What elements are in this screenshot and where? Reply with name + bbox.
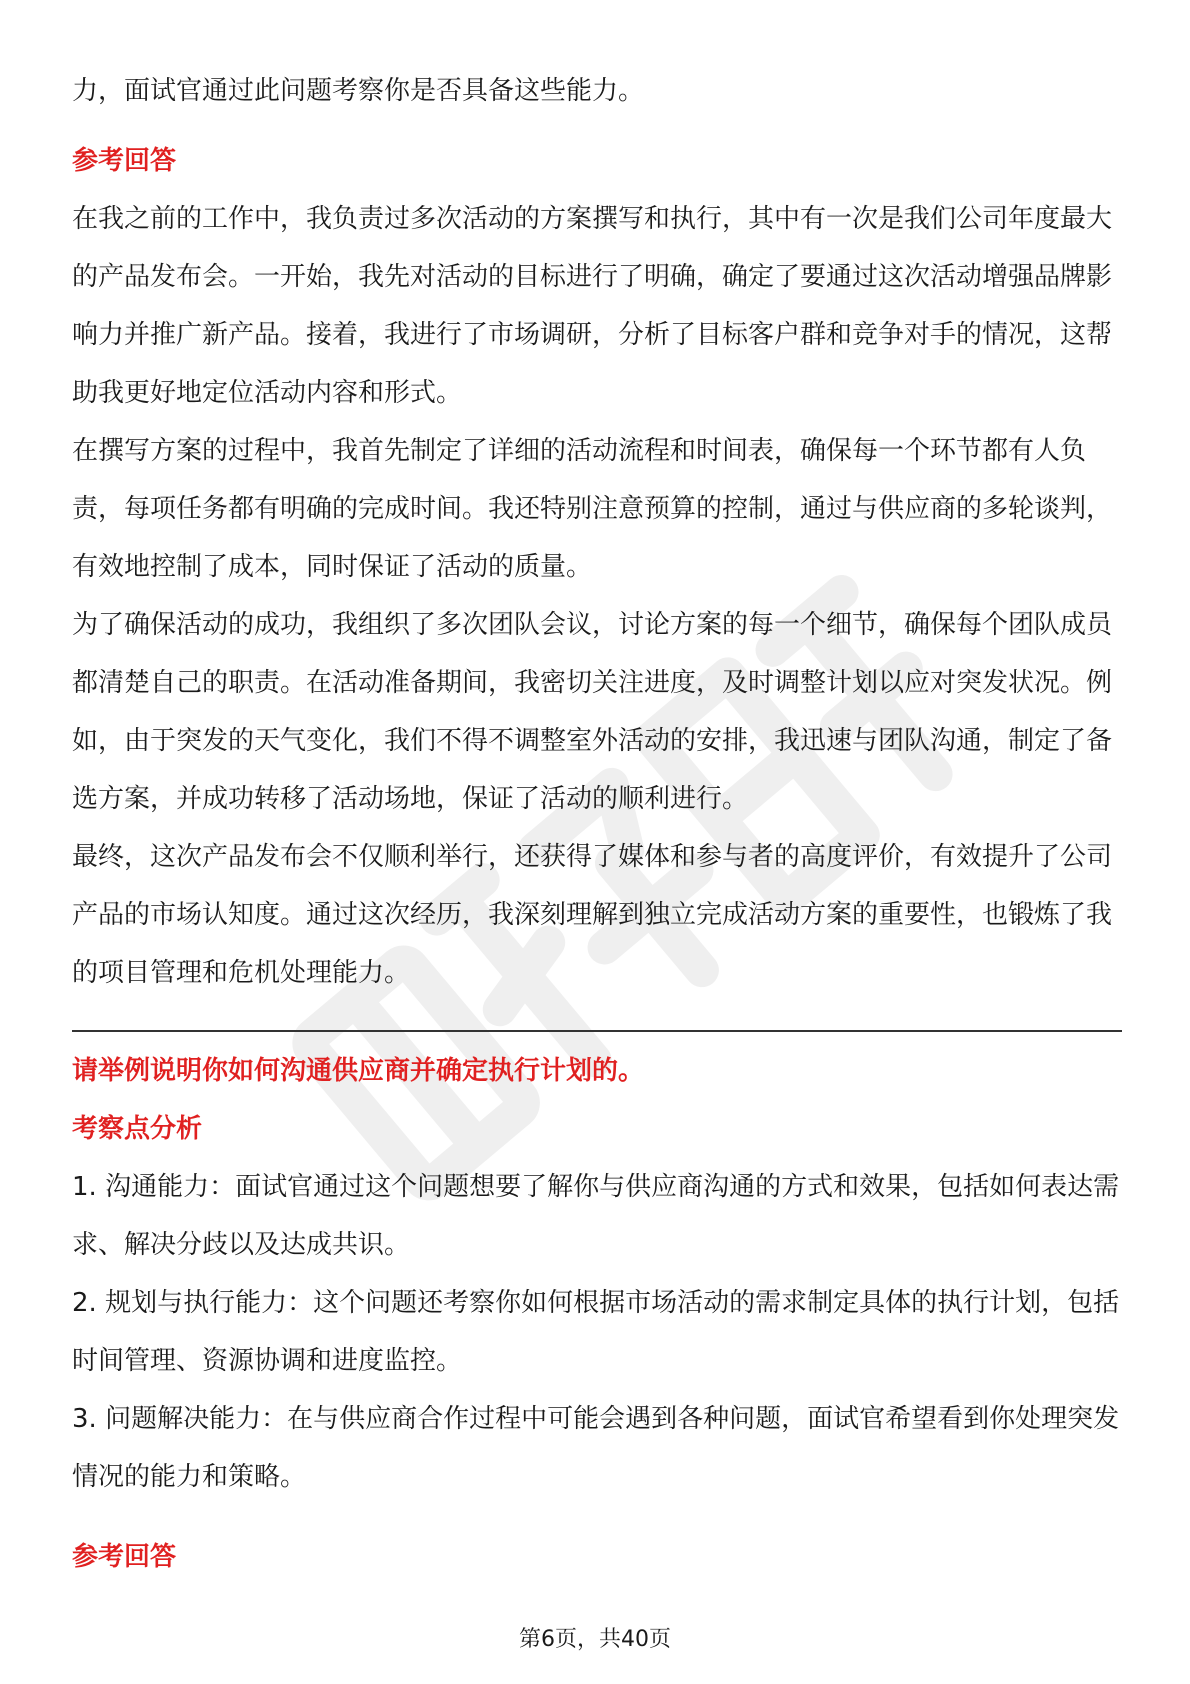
analysis-point: 2. 规划与执行能力：这个问题还考察你如何根据市场活动的需求制定具体的执行计划，包括时间管理、资源协调和进度监控。 — [72, 1288, 1120, 1376]
question-title: 请举例说明你如何沟通供应商并确定执行计划的。 — [72, 1056, 645, 1086]
analysis-heading: 考察点分析 — [72, 1114, 203, 1144]
answer-paragraph: 在撰写方案的过程中，我首先制定了详细的活动流程和时间表，确保每一个环节都有人负责，每项任务都有明确的完成时间。我还特别注意预算的控制，通过与供应商的多轮谈判，有效地控制了成本，同时保证了活动的质量。 — [72, 436, 1113, 582]
page-number: 第6页，共40页 — [519, 1627, 671, 1652]
answer-paragraph: 最终，这次产品发布会不仅顺利举行，还获得了媒体和参与者的高度评价，有效提升了公司产品的市场认知度。通过这次经历，我深刻理解到独立完成活动方案的重要性，也锻炼了我的项目管理和危机处理能力。 — [72, 842, 1113, 988]
answer-paragraph: 在我之前的工作中，我负责过多次活动的方案撰写和执行，其中有一次是我们公司年度最大的产品发布会。一开始，我先对活动的目标进行了明确，确定了要通过这次活动增强品牌影响力并推广新产品。接着，我进行了市场调研，分析了目标客户群和竞争对手的情况，这帮助我更好地定位活动内容和形式。 — [72, 204, 1113, 408]
analysis-point: 1. 沟通能力：面试官通过这个问题想要了解你与供应商沟通的方式和效果，包括如何表达需求、解决分歧以及达成共识。 — [72, 1172, 1120, 1260]
carryover-text: 力，面试官通过此问题考察你是否具备这些能力。 — [72, 76, 645, 106]
reference-answer-heading-2: 参考回答 — [72, 1542, 177, 1572]
reference-answer-heading: 参考回答 — [72, 146, 177, 176]
answer-paragraph: 为了确保活动的成功，我组织了多次团队会议，讨论方案的每一个细节，确保每个团队成员都清楚自己的职责。在活动准备期间，我密切关注进度，及时调整计划以应对突发状况。例如，由于突发的天气变化，我们不得不调整室外活动的安排，我迅速与团队沟通，制定了备选方案，并成功转移了活动场地，保证了活动的顺利进行。 — [72, 610, 1113, 814]
section-divider — [72, 1030, 1122, 1032]
analysis-point: 3. 问题解决能力：在与供应商合作过程中可能会遇到各种问题，面试官希望看到你处理突发情况的能力和策略。 — [72, 1404, 1120, 1492]
page-content — [72, 62, 1122, 1586]
